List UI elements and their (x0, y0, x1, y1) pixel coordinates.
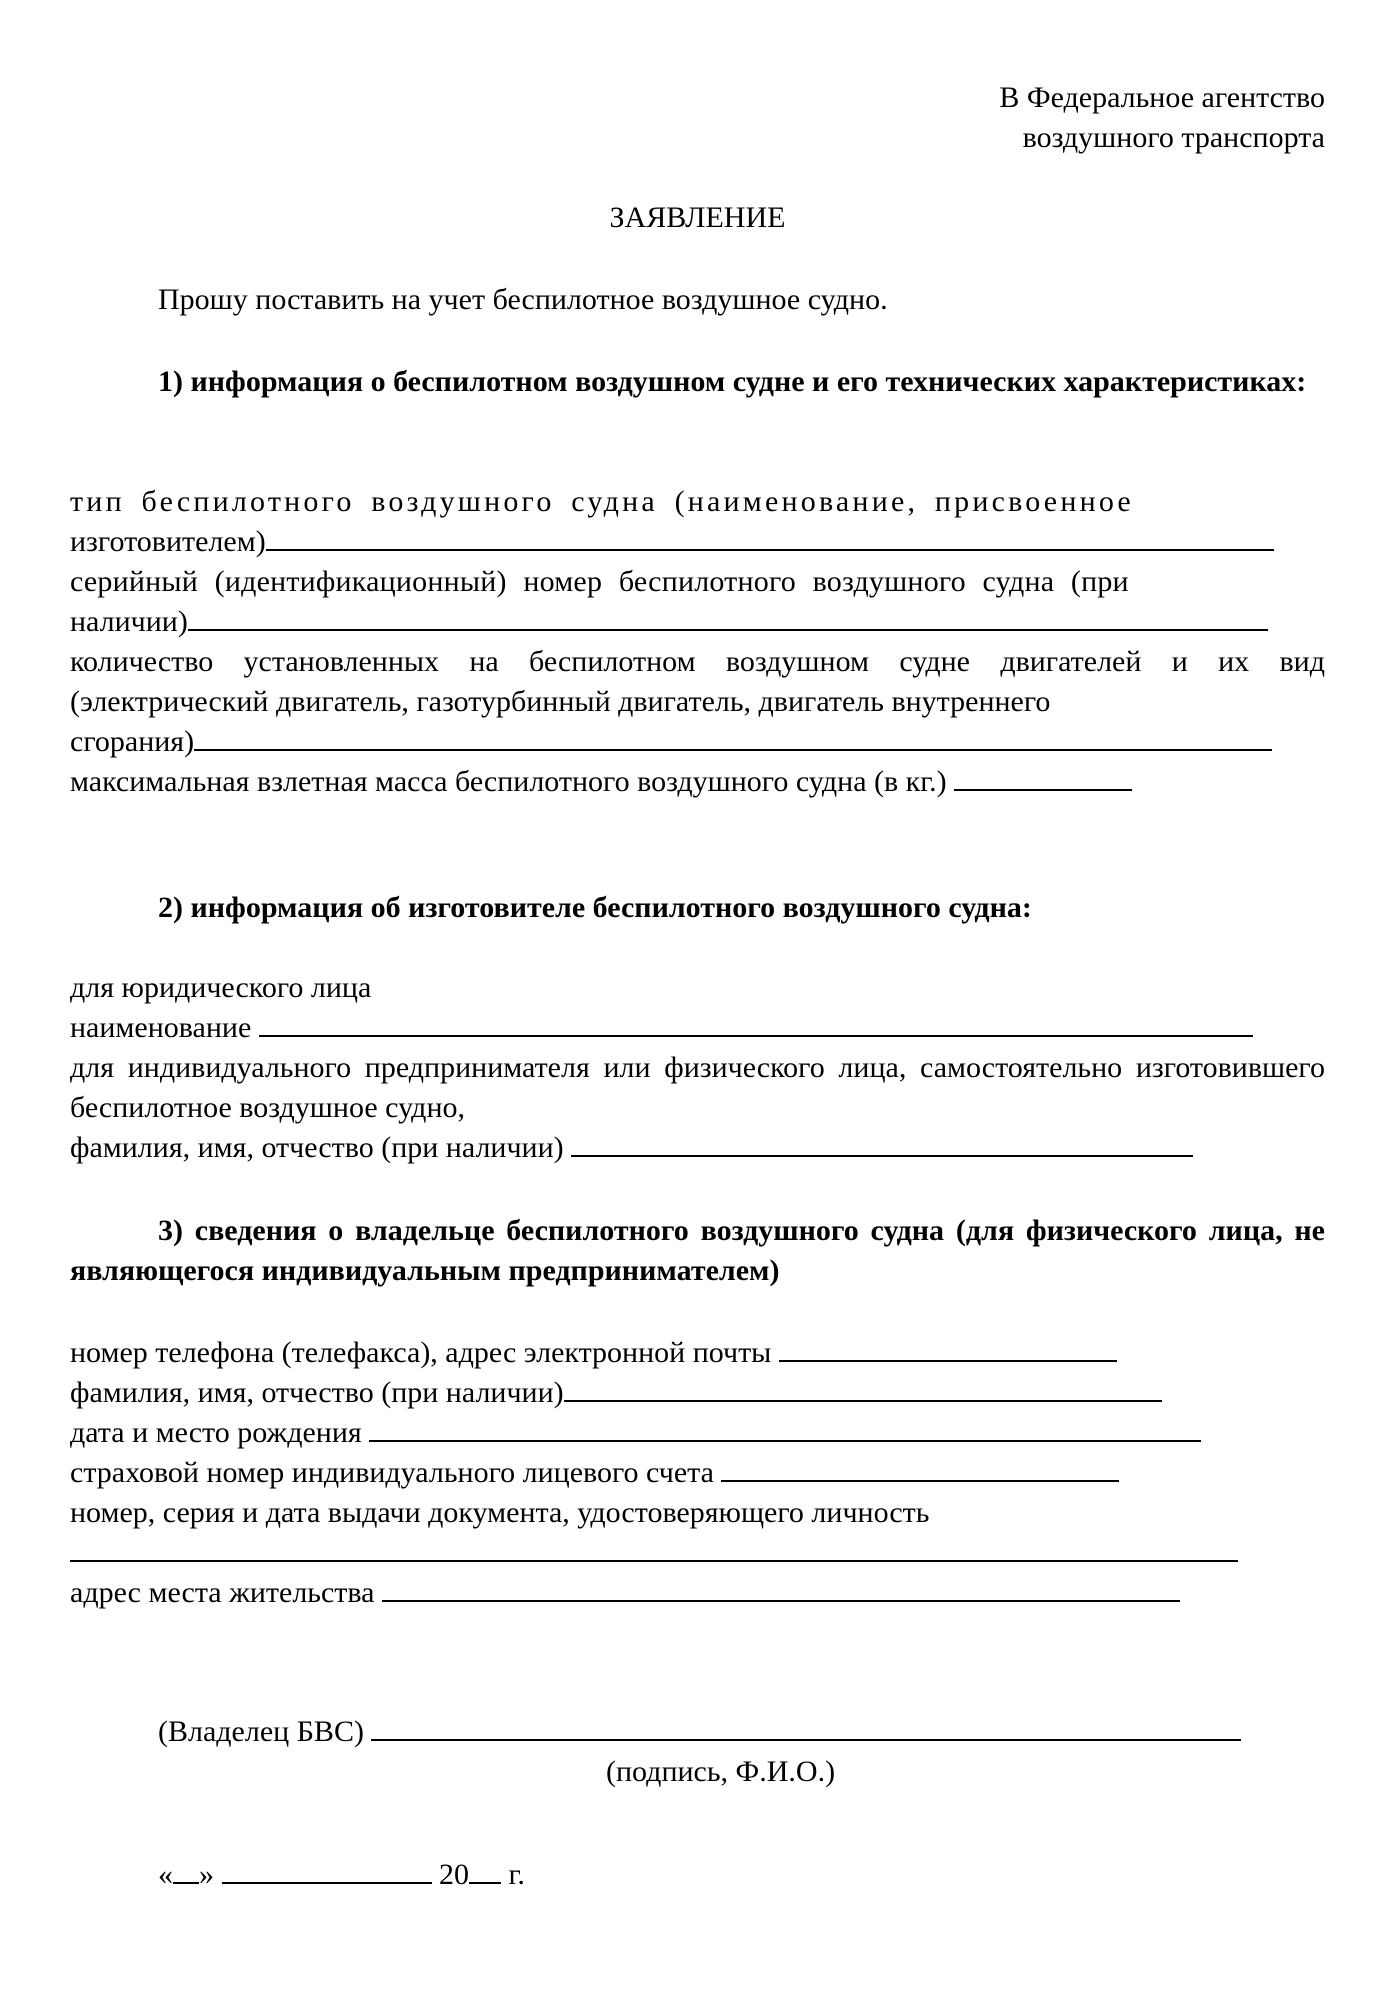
section-1-heading: 1) информация о беспилотном воздушном судне и его технических характеристиках: (158, 365, 1307, 398)
owner-address-field[interactable] (382, 1574, 1180, 1602)
owner-signature-field[interactable] (371, 1713, 1241, 1741)
owner-fio-row (70, 1373, 1325, 1413)
owner-phone-row (70, 1333, 1325, 1373)
owner-fio-field[interactable] (564, 1374, 1162, 1402)
serial-number-field[interactable] (188, 603, 1268, 631)
engines-field[interactable] (194, 723, 1272, 751)
owner-fio-label: фамилия, имя, отчество (при наличии) (70, 1376, 564, 1409)
section-2-heading: 2) информация об изготовителе беспилотного воздушного судна: (158, 891, 1032, 924)
engines-row (70, 722, 1325, 762)
owner-birth-field[interactable] (369, 1414, 1201, 1442)
aircraft-type-label-end: изготовителем) (70, 525, 266, 558)
owner-snils-row (70, 1453, 1325, 1493)
manufacturer-name-row (70, 1008, 1325, 1048)
owner-phone-field[interactable] (779, 1334, 1117, 1362)
document-title: ЗАЯВЛЕНИЕ (609, 201, 786, 234)
addressee-line-1: В Федеральное агентство (999, 81, 1325, 114)
date-open-quote: « (158, 1858, 173, 1891)
manufacturer-name-field[interactable] (259, 1009, 1253, 1037)
owner-birth-label: дата и место рождения (70, 1416, 362, 1449)
section-1-fields (70, 482, 1325, 802)
owner-document-field[interactable] (70, 1534, 1238, 1562)
signature-row (70, 1712, 1325, 1752)
serial-number-label: серийный (идентификационный) номер беспилотного воздушного судна (при (70, 565, 1129, 598)
manufacturer-name-label: наименование (70, 1011, 252, 1044)
max-mass-row (70, 762, 1325, 802)
manufacturer-fio-label: фамилия, имя, отчество (при наличии) (70, 1131, 564, 1164)
addressee-block (70, 78, 1325, 158)
serial-number-label-end: наличии) (70, 605, 188, 638)
serial-number-row (70, 602, 1325, 642)
individual-label: для индивидуального предпринимателя или физического лица, самостоятельно изготовившего беспилотное воздушное судно, (70, 1051, 1325, 1124)
date-year-field[interactable] (469, 1856, 501, 1884)
section-3-heading: 3) сведения о владельце беспилотного воздушного судна (для физического лица, не являющегося индивидуальным предпринимателем) (70, 1214, 1325, 1287)
aircraft-type-row (70, 522, 1325, 562)
manufacturer-fio-field[interactable] (571, 1129, 1193, 1157)
addressee-line-2: воздушного транспорта (1022, 121, 1325, 154)
signature-caption: (подпись, Ф.И.О.) (606, 1755, 836, 1788)
owner-document-row (70, 1533, 1325, 1573)
aircraft-type-label: тип беспилотного воздушного судна (наименование, присвоенное (70, 485, 1134, 518)
owner-birth-row (70, 1413, 1325, 1453)
owner-snils-label: страховой номер индивидуального лицевого счета (70, 1456, 714, 1489)
aircraft-type-field[interactable] (266, 523, 1274, 551)
date-day-field[interactable] (173, 1856, 199, 1884)
owner-signature-label: (Владелец БВС) (158, 1715, 364, 1748)
manufacturer-fio-row (70, 1128, 1325, 1168)
date-month-field[interactable] (222, 1856, 432, 1884)
section-3-fields (70, 1333, 1325, 1613)
intro-text: Прошу поставить на учет беспилотное воздушное судно. (158, 283, 888, 316)
legal-entity-label: для юридического лица (70, 971, 372, 1004)
max-mass-field[interactable] (954, 763, 1132, 791)
application-form (70, 0, 1325, 2016)
max-mass-label: максимальная взлетная масса беспилотного воздушного судна (в кг.) (70, 765, 947, 798)
date-year-prefix: 20 (439, 1858, 469, 1891)
date-year-suffix: г. (508, 1858, 525, 1891)
owner-phone-label: номер телефона (телефакса), адрес электронной почты (70, 1336, 772, 1369)
date-close-quote: » (199, 1858, 214, 1891)
date-row (70, 1855, 1325, 1895)
engines-label: количество установленных на беспилотном воздушном судне двигателей и их вид (электрический двигатель, газотурбинный двигатель, двигатель внутреннего (70, 645, 1325, 718)
section-2-fields (70, 968, 1325, 1168)
owner-document-label: номер, серия и дата выдачи документа, удостоверяющего личность (70, 1496, 930, 1529)
owner-snils-field[interactable] (721, 1454, 1119, 1482)
owner-address-label: адрес места жительства (70, 1576, 375, 1609)
owner-address-row (70, 1573, 1325, 1613)
engines-label-end: сгорания) (70, 725, 195, 758)
